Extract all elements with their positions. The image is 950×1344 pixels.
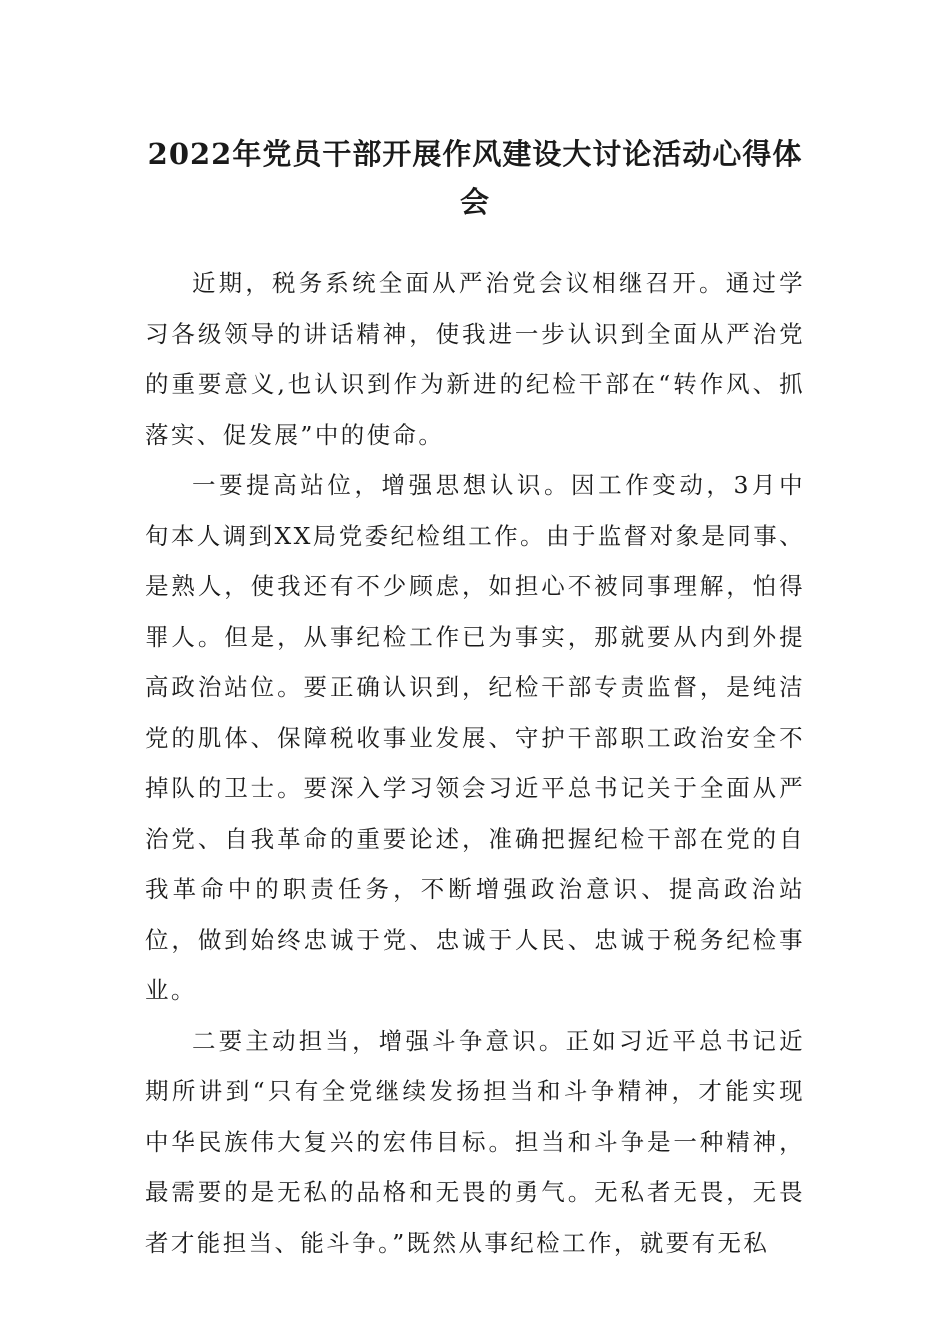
document-body [145, 258, 805, 1268]
paragraph-point-two: 二要主动担当，增强斗争意识。正如习近平总书记近期所讲到“只有全党继续发扬担当和斗争精神，才能实现中华民族伟大复兴的宏伟目标。担当和斗争是一种精神，最需要的是无私的品格和无畏的勇气。无私者无畏，无畏者才能担当、能斗争。”既然从事纪检工作，就要有无私 [145, 1026, 805, 1257]
paragraph-intro: 近期，税务系统全面从严治党会议相继召开。通过学习各级领导的讲话精神，使我进一步认识到全面从严治党的重要意义,也认识到作为新进的纪检干部在“转作风、抓落实、促发展”中的使命。 [145, 269, 805, 449]
paragraph-point-one: 一要提高站位，增强思想认识。因工作变动，3月中旬本人调到XX局党委纪检组工作。由于监督对象是同事、是熟人，使我还有不少顾虑，如担心不被同事理解，怕得罪人。但是，从事纪检工作已为事实，那就要从内到外提高政治站位。要正确认识到，纪检干部专责监督，是纯洁党的肌体、保障税收事业发展、守护干部职工政治安全不掉队的卫士。要深入学习领会习近平总书记关于全面从严治党、自我革命的重要论述，准确把握纪检干部在党的自我革命中的职责任务，不断增强政治意识、提高政治站位，做到始终忠诚于党、忠诚于人民、忠诚于税务纪检事业。 [145, 471, 805, 1004]
document-title: 2022年党员干部开展作风建设大讨论活动心得体会 [147, 137, 803, 219]
